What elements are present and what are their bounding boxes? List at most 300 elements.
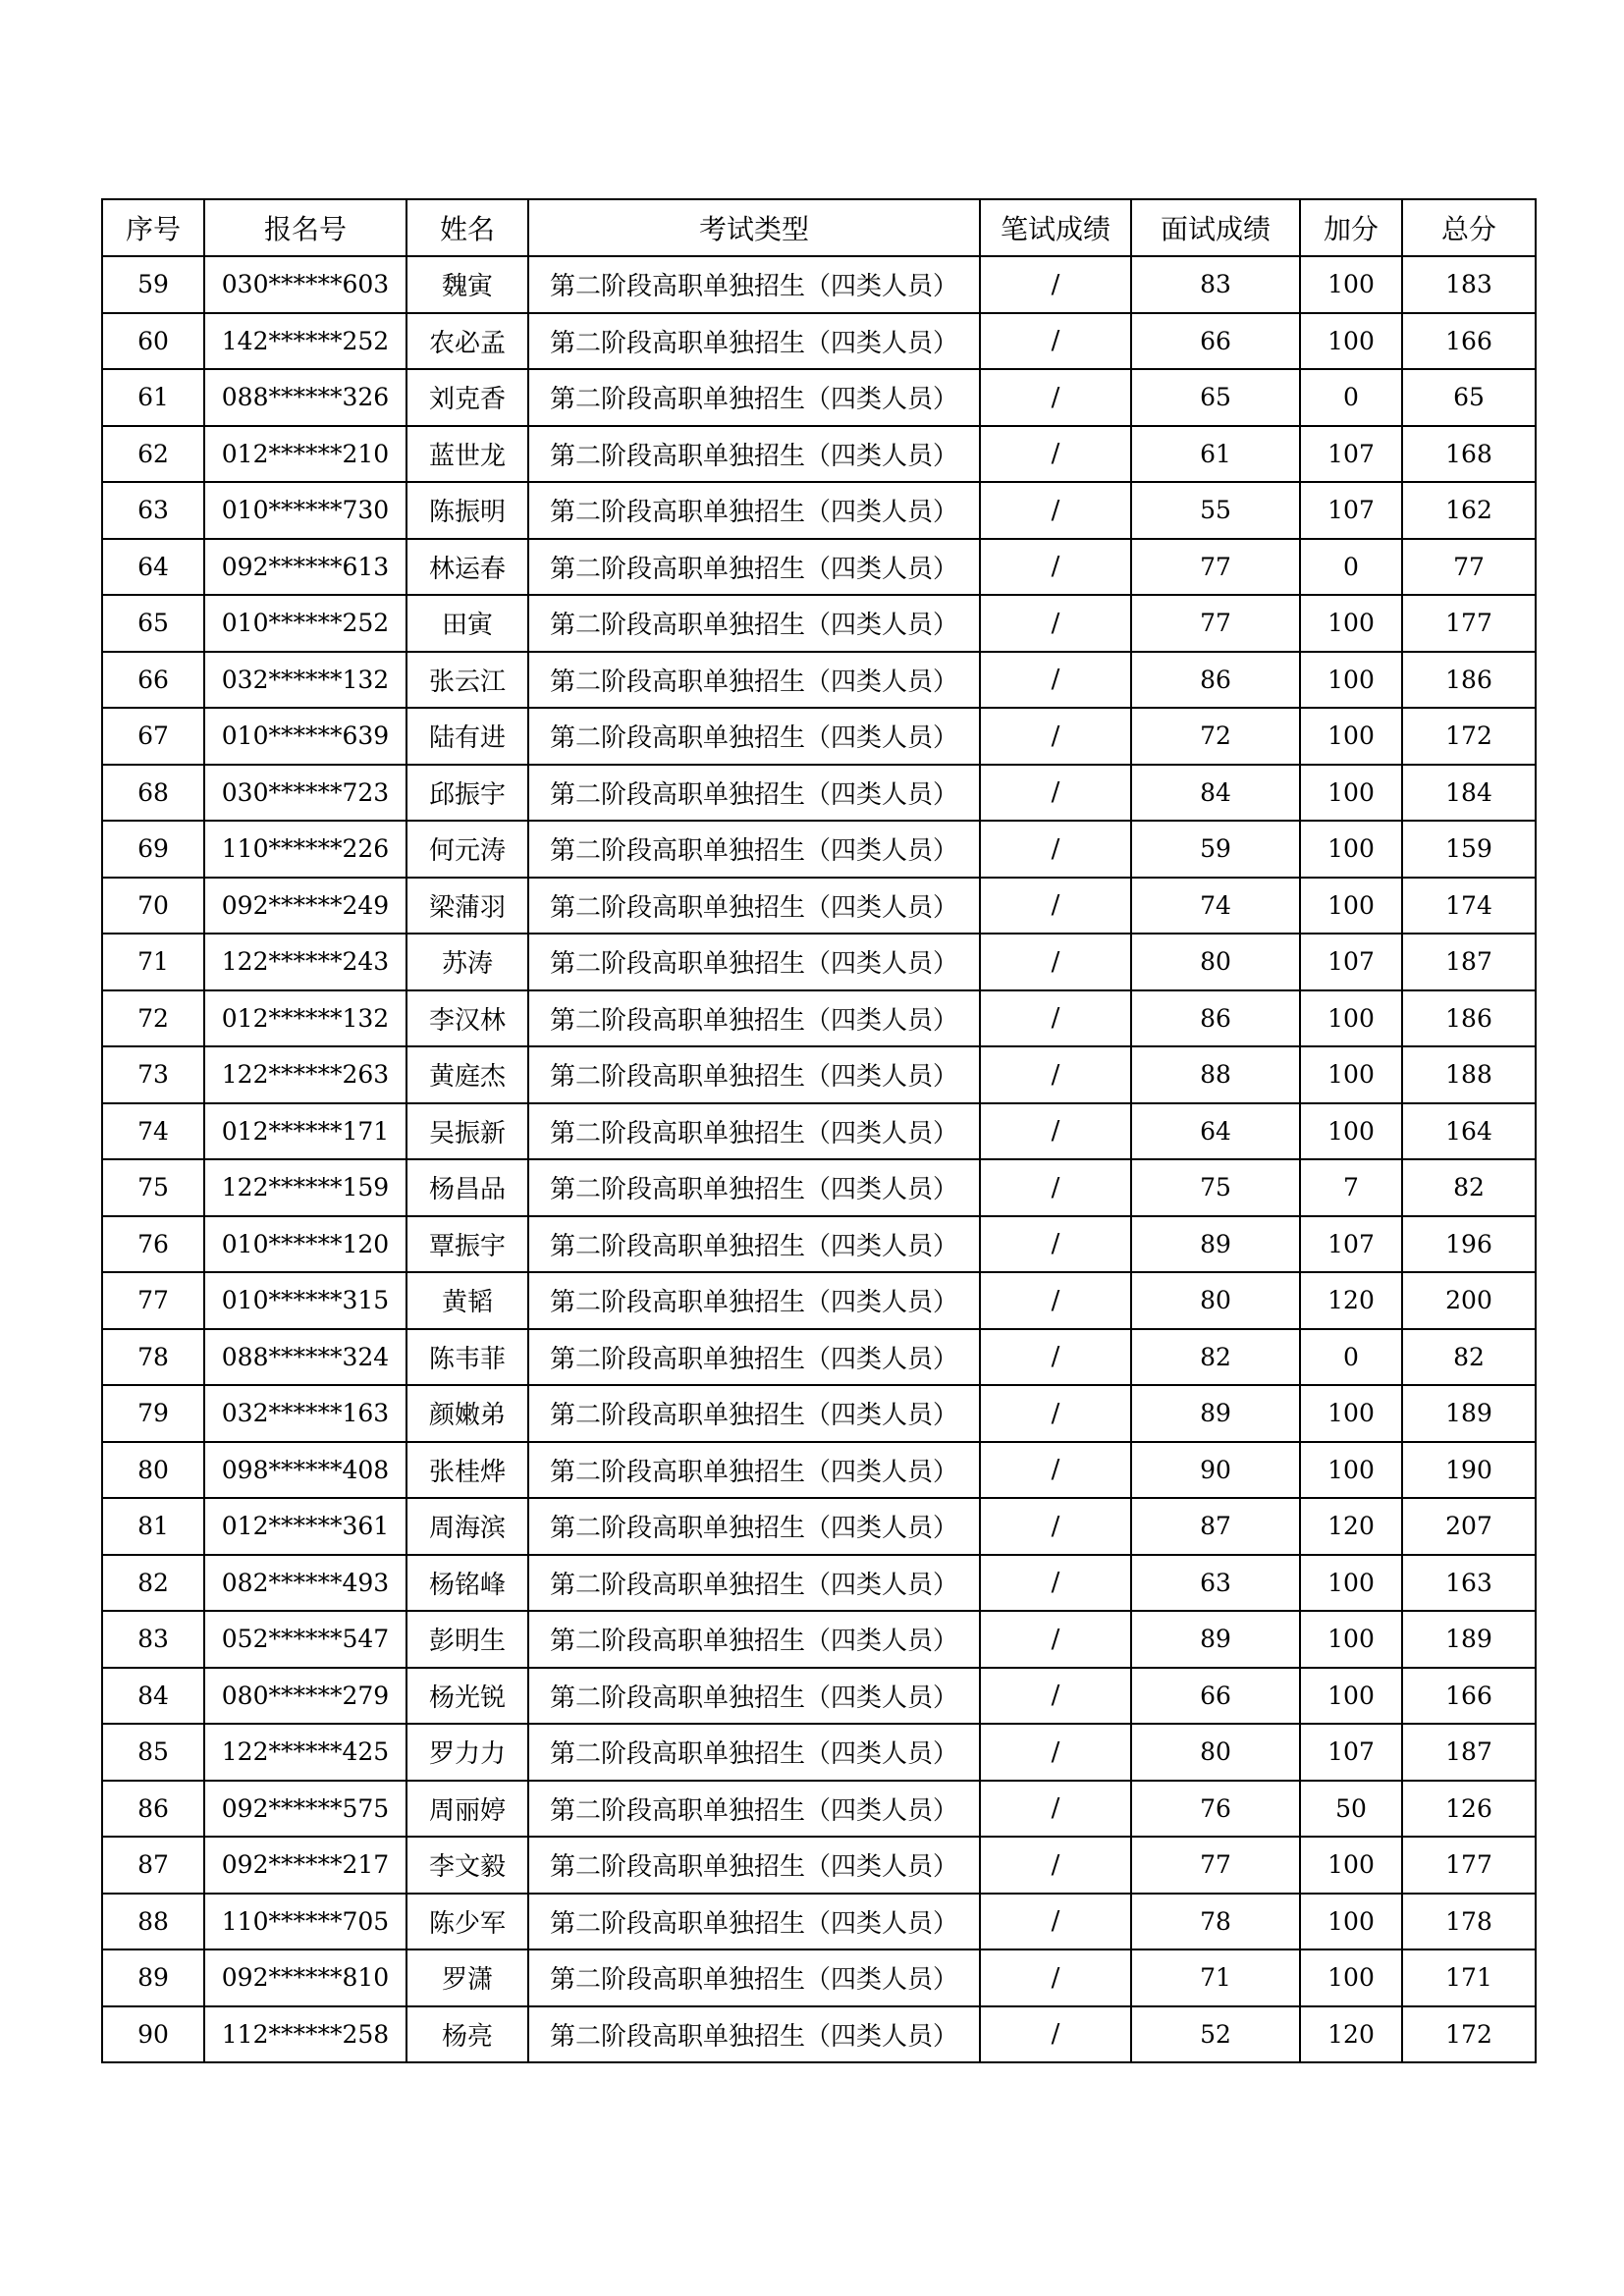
cell-interview-score: 89 xyxy=(1131,1611,1300,1668)
cell-total: 189 xyxy=(1402,1611,1536,1668)
cell-interview-score: 90 xyxy=(1131,1442,1300,1499)
cell-name: 蓝世龙 xyxy=(406,426,528,483)
cell-total: 166 xyxy=(1402,313,1536,370)
cell-bonus: 100 xyxy=(1300,1442,1402,1499)
cell-bonus: 107 xyxy=(1300,482,1402,539)
cell-reg-no: 012******210 xyxy=(204,426,406,483)
table-row xyxy=(102,1159,1536,1216)
cell-exam-type: 第二阶段高职单独招生（四类人员） xyxy=(528,256,980,313)
cell-written-score: / xyxy=(980,313,1131,370)
cell-exam-type: 第二阶段高职单独招生（四类人员） xyxy=(528,821,980,878)
cell-interview-score: 78 xyxy=(1131,1894,1300,1950)
cell-name: 苏涛 xyxy=(406,934,528,990)
table-row xyxy=(102,1949,1536,2006)
cell-name: 张云江 xyxy=(406,652,528,709)
cell-interview-score: 84 xyxy=(1131,765,1300,822)
cell-interview-score: 83 xyxy=(1131,256,1300,313)
cell-reg-no: 092******810 xyxy=(204,1949,406,2006)
cell-total: 177 xyxy=(1402,595,1536,652)
cell-index: 90 xyxy=(102,2006,204,2063)
cell-reg-no: 082******493 xyxy=(204,1555,406,1612)
cell-index: 87 xyxy=(102,1837,204,1894)
cell-reg-no: 010******639 xyxy=(204,708,406,765)
cell-reg-no: 012******361 xyxy=(204,1498,406,1555)
cell-bonus: 100 xyxy=(1300,990,1402,1047)
cell-bonus: 100 xyxy=(1300,765,1402,822)
cell-exam-type: 第二阶段高职单独招生（四类人员） xyxy=(528,990,980,1047)
cell-total: 65 xyxy=(1402,369,1536,426)
table-row xyxy=(102,1498,1536,1555)
cell-index: 73 xyxy=(102,1046,204,1103)
cell-bonus: 0 xyxy=(1300,539,1402,596)
cell-exam-type: 第二阶段高职单独招生（四类人员） xyxy=(528,1498,980,1555)
cell-total: 171 xyxy=(1402,1949,1536,2006)
cell-name: 杨亮 xyxy=(406,2006,528,2063)
cell-reg-no: 092******217 xyxy=(204,1837,406,1894)
cell-name: 杨铭峰 xyxy=(406,1555,528,1612)
cell-name: 李文毅 xyxy=(406,1837,528,1894)
cell-exam-type: 第二阶段高职单独招生（四类人员） xyxy=(528,1385,980,1442)
cell-bonus: 107 xyxy=(1300,1724,1402,1781)
cell-index: 85 xyxy=(102,1724,204,1781)
cell-exam-type: 第二阶段高职单独招生（四类人员） xyxy=(528,539,980,596)
table-row xyxy=(102,708,1536,765)
cell-interview-score: 80 xyxy=(1131,1272,1300,1329)
cell-written-score: / xyxy=(980,2006,1131,2063)
cell-name: 陆有进 xyxy=(406,708,528,765)
cell-name: 刘克香 xyxy=(406,369,528,426)
cell-interview-score: 74 xyxy=(1131,878,1300,934)
table-row xyxy=(102,539,1536,596)
cell-index: 83 xyxy=(102,1611,204,1668)
table-row xyxy=(102,1724,1536,1781)
cell-bonus: 100 xyxy=(1300,878,1402,934)
cell-reg-no: 032******132 xyxy=(204,652,406,709)
table-row xyxy=(102,1216,1536,1273)
cell-reg-no: 010******120 xyxy=(204,1216,406,1273)
cell-reg-no: 012******171 xyxy=(204,1103,406,1160)
cell-index: 64 xyxy=(102,539,204,596)
cell-index: 84 xyxy=(102,1668,204,1725)
cell-written-score: / xyxy=(980,1329,1131,1386)
cell-name: 周丽婷 xyxy=(406,1781,528,1838)
cell-bonus: 100 xyxy=(1300,1668,1402,1725)
cell-exam-type: 第二阶段高职单独招生（四类人员） xyxy=(528,708,980,765)
cell-total: 184 xyxy=(1402,765,1536,822)
cell-name: 罗潇 xyxy=(406,1949,528,2006)
cell-interview-score: 77 xyxy=(1131,539,1300,596)
table-row xyxy=(102,2006,1536,2063)
cell-exam-type: 第二阶段高职单独招生（四类人员） xyxy=(528,1216,980,1273)
cell-total: 162 xyxy=(1402,482,1536,539)
cell-name: 黄庭杰 xyxy=(406,1046,528,1103)
cell-reg-no: 032******163 xyxy=(204,1385,406,1442)
cell-written-score: / xyxy=(980,1555,1131,1612)
cell-reg-no: 110******705 xyxy=(204,1894,406,1950)
cell-bonus: 100 xyxy=(1300,256,1402,313)
cell-interview-score: 88 xyxy=(1131,1046,1300,1103)
table-row xyxy=(102,990,1536,1047)
cell-reg-no: 092******613 xyxy=(204,539,406,596)
cell-written-score: / xyxy=(980,1046,1131,1103)
cell-name: 黄韬 xyxy=(406,1272,528,1329)
cell-name: 邱振宇 xyxy=(406,765,528,822)
cell-exam-type: 第二阶段高职单独招生（四类人员） xyxy=(528,1894,980,1950)
cell-written-score: / xyxy=(980,1611,1131,1668)
table-row xyxy=(102,482,1536,539)
header-reg-no: 报名号 xyxy=(204,199,406,256)
cell-interview-score: 66 xyxy=(1131,1668,1300,1725)
cell-index: 88 xyxy=(102,1894,204,1950)
cell-interview-score: 64 xyxy=(1131,1103,1300,1160)
cell-interview-score: 80 xyxy=(1131,1724,1300,1781)
cell-interview-score: 80 xyxy=(1131,934,1300,990)
cell-name: 杨光锐 xyxy=(406,1668,528,1725)
cell-written-score: / xyxy=(980,934,1131,990)
cell-index: 71 xyxy=(102,934,204,990)
cell-exam-type: 第二阶段高职单独招生（四类人员） xyxy=(528,426,980,483)
cell-name: 周海滨 xyxy=(406,1498,528,1555)
cell-reg-no: 030******723 xyxy=(204,765,406,822)
cell-index: 74 xyxy=(102,1103,204,1160)
cell-total: 183 xyxy=(1402,256,1536,313)
table-row xyxy=(102,765,1536,822)
table-row xyxy=(102,1442,1536,1499)
cell-written-score: / xyxy=(980,1272,1131,1329)
cell-total: 159 xyxy=(1402,821,1536,878)
cell-reg-no: 122******159 xyxy=(204,1159,406,1216)
header-written-score: 笔试成绩 xyxy=(980,199,1131,256)
cell-index: 76 xyxy=(102,1216,204,1273)
cell-reg-no: 052******547 xyxy=(204,1611,406,1668)
header-exam-type: 考试类型 xyxy=(528,199,980,256)
cell-written-score: / xyxy=(980,1668,1131,1725)
cell-index: 70 xyxy=(102,878,204,934)
cell-written-score: / xyxy=(980,1837,1131,1894)
cell-bonus: 100 xyxy=(1300,1385,1402,1442)
cell-total: 174 xyxy=(1402,878,1536,934)
table-row xyxy=(102,1611,1536,1668)
cell-total: 172 xyxy=(1402,2006,1536,2063)
cell-name: 陈振明 xyxy=(406,482,528,539)
cell-exam-type: 第二阶段高职单独招生（四类人员） xyxy=(528,313,980,370)
table-row xyxy=(102,1668,1536,1725)
cell-bonus: 100 xyxy=(1300,1837,1402,1894)
cell-index: 61 xyxy=(102,369,204,426)
cell-written-score: / xyxy=(980,1949,1131,2006)
cell-total: 172 xyxy=(1402,708,1536,765)
cell-reg-no: 092******249 xyxy=(204,878,406,934)
cell-total: 196 xyxy=(1402,1216,1536,1273)
cell-bonus: 100 xyxy=(1300,652,1402,709)
table-row xyxy=(102,821,1536,878)
cell-index: 63 xyxy=(102,482,204,539)
cell-total: 178 xyxy=(1402,1894,1536,1950)
cell-total: 126 xyxy=(1402,1781,1536,1838)
cell-index: 62 xyxy=(102,426,204,483)
cell-written-score: / xyxy=(980,1724,1131,1781)
cell-index: 82 xyxy=(102,1555,204,1612)
cell-interview-score: 89 xyxy=(1131,1216,1300,1273)
cell-exam-type: 第二阶段高职单独招生（四类人员） xyxy=(528,1611,980,1668)
table-row xyxy=(102,1781,1536,1838)
table-body xyxy=(102,256,1536,2062)
cell-written-score: / xyxy=(980,1442,1131,1499)
cell-name: 田寅 xyxy=(406,595,528,652)
cell-exam-type: 第二阶段高职单独招生（四类人员） xyxy=(528,1837,980,1894)
cell-exam-type: 第二阶段高职单独招生（四类人员） xyxy=(528,1781,980,1838)
cell-written-score: / xyxy=(980,256,1131,313)
cell-reg-no: 010******252 xyxy=(204,595,406,652)
cell-bonus: 100 xyxy=(1300,1949,1402,2006)
cell-index: 59 xyxy=(102,256,204,313)
cell-written-score: / xyxy=(980,369,1131,426)
cell-interview-score: 65 xyxy=(1131,369,1300,426)
cell-name: 张桂烨 xyxy=(406,1442,528,1499)
cell-index: 89 xyxy=(102,1949,204,2006)
cell-written-score: / xyxy=(980,652,1131,709)
cell-exam-type: 第二阶段高职单独招生（四类人员） xyxy=(528,878,980,934)
cell-interview-score: 77 xyxy=(1131,595,1300,652)
cell-exam-type: 第二阶段高职单独招生（四类人员） xyxy=(528,1329,980,1386)
cell-reg-no: 010******315 xyxy=(204,1272,406,1329)
table-row xyxy=(102,934,1536,990)
cell-total: 187 xyxy=(1402,934,1536,990)
cell-total: 200 xyxy=(1402,1272,1536,1329)
cell-written-score: / xyxy=(980,990,1131,1047)
cell-exam-type: 第二阶段高职单独招生（四类人员） xyxy=(528,934,980,990)
cell-index: 67 xyxy=(102,708,204,765)
cell-total: 82 xyxy=(1402,1329,1536,1386)
cell-written-score: / xyxy=(980,595,1131,652)
cell-interview-score: 76 xyxy=(1131,1781,1300,1838)
cell-index: 79 xyxy=(102,1385,204,1442)
table-row xyxy=(102,652,1536,709)
header-interview-score: 面试成绩 xyxy=(1131,199,1300,256)
cell-name: 颜嫩弟 xyxy=(406,1385,528,1442)
cell-interview-score: 77 xyxy=(1131,1837,1300,1894)
cell-bonus: 0 xyxy=(1300,369,1402,426)
cell-interview-score: 89 xyxy=(1131,1385,1300,1442)
table-row xyxy=(102,878,1536,934)
cell-bonus: 107 xyxy=(1300,426,1402,483)
cell-reg-no: 112******258 xyxy=(204,2006,406,2063)
cell-bonus: 7 xyxy=(1300,1159,1402,1216)
cell-total: 189 xyxy=(1402,1385,1536,1442)
cell-reg-no: 030******603 xyxy=(204,256,406,313)
cell-written-score: / xyxy=(980,1781,1131,1838)
cell-exam-type: 第二阶段高职单独招生（四类人员） xyxy=(528,1046,980,1103)
cell-interview-score: 66 xyxy=(1131,313,1300,370)
cell-bonus: 0 xyxy=(1300,1329,1402,1386)
cell-written-score: / xyxy=(980,708,1131,765)
cell-exam-type: 第二阶段高职单独招生（四类人员） xyxy=(528,1272,980,1329)
cell-index: 77 xyxy=(102,1272,204,1329)
cell-index: 66 xyxy=(102,652,204,709)
cell-bonus: 100 xyxy=(1300,1046,1402,1103)
table-row xyxy=(102,1103,1536,1160)
cell-name: 陈韦菲 xyxy=(406,1329,528,1386)
cell-total: 187 xyxy=(1402,1724,1536,1781)
cell-written-score: / xyxy=(980,1498,1131,1555)
table-row xyxy=(102,1272,1536,1329)
cell-bonus: 120 xyxy=(1300,1272,1402,1329)
cell-total: 77 xyxy=(1402,539,1536,596)
cell-total: 177 xyxy=(1402,1837,1536,1894)
cell-written-score: / xyxy=(980,878,1131,934)
cell-bonus: 107 xyxy=(1300,1216,1402,1273)
cell-interview-score: 87 xyxy=(1131,1498,1300,1555)
cell-name: 何元涛 xyxy=(406,821,528,878)
cell-interview-score: 86 xyxy=(1131,990,1300,1047)
cell-bonus: 100 xyxy=(1300,1611,1402,1668)
cell-name: 彭明生 xyxy=(406,1611,528,1668)
cell-reg-no: 088******324 xyxy=(204,1329,406,1386)
cell-bonus: 100 xyxy=(1300,821,1402,878)
cell-index: 78 xyxy=(102,1329,204,1386)
cell-total: 186 xyxy=(1402,990,1536,1047)
score-table xyxy=(101,198,1537,2063)
cell-interview-score: 52 xyxy=(1131,2006,1300,2063)
cell-exam-type: 第二阶段高职单独招生（四类人员） xyxy=(528,482,980,539)
cell-total: 163 xyxy=(1402,1555,1536,1612)
cell-name: 陈少军 xyxy=(406,1894,528,1950)
cell-bonus: 100 xyxy=(1300,1103,1402,1160)
cell-total: 207 xyxy=(1402,1498,1536,1555)
cell-exam-type: 第二阶段高职单独招生（四类人员） xyxy=(528,765,980,822)
cell-name: 梁蒲羽 xyxy=(406,878,528,934)
cell-written-score: / xyxy=(980,1103,1131,1160)
cell-total: 164 xyxy=(1402,1103,1536,1160)
cell-index: 60 xyxy=(102,313,204,370)
cell-interview-score: 86 xyxy=(1131,652,1300,709)
cell-written-score: / xyxy=(980,1385,1131,1442)
table-row xyxy=(102,1329,1536,1386)
cell-exam-type: 第二阶段高职单独招生（四类人员） xyxy=(528,1668,980,1725)
cell-reg-no: 122******425 xyxy=(204,1724,406,1781)
cell-bonus: 100 xyxy=(1300,1894,1402,1950)
cell-index: 86 xyxy=(102,1781,204,1838)
cell-written-score: / xyxy=(980,821,1131,878)
cell-reg-no: 012******132 xyxy=(204,990,406,1047)
cell-bonus: 50 xyxy=(1300,1781,1402,1838)
cell-reg-no: 080******279 xyxy=(204,1668,406,1725)
cell-interview-score: 72 xyxy=(1131,708,1300,765)
cell-interview-score: 61 xyxy=(1131,426,1300,483)
cell-name: 覃振宇 xyxy=(406,1216,528,1273)
cell-exam-type: 第二阶段高职单独招生（四类人员） xyxy=(528,1103,980,1160)
header-name: 姓名 xyxy=(406,199,528,256)
cell-exam-type: 第二阶段高职单独招生（四类人员） xyxy=(528,2006,980,2063)
cell-name: 吴振新 xyxy=(406,1103,528,1160)
table-row xyxy=(102,595,1536,652)
cell-total: 166 xyxy=(1402,1668,1536,1725)
table-row xyxy=(102,426,1536,483)
cell-bonus: 100 xyxy=(1300,708,1402,765)
table-row xyxy=(102,1555,1536,1612)
table-header xyxy=(102,199,1536,256)
cell-name: 农必孟 xyxy=(406,313,528,370)
cell-interview-score: 71 xyxy=(1131,1949,1300,2006)
cell-bonus: 120 xyxy=(1300,1498,1402,1555)
cell-reg-no: 088******326 xyxy=(204,369,406,426)
cell-written-score: / xyxy=(980,426,1131,483)
cell-name: 罗力力 xyxy=(406,1724,528,1781)
cell-total: 190 xyxy=(1402,1442,1536,1499)
cell-written-score: / xyxy=(980,539,1131,596)
cell-interview-score: 55 xyxy=(1131,482,1300,539)
cell-total: 82 xyxy=(1402,1159,1536,1216)
cell-exam-type: 第二阶段高职单独招生（四类人员） xyxy=(528,1724,980,1781)
cell-index: 80 xyxy=(102,1442,204,1499)
cell-bonus: 100 xyxy=(1300,1555,1402,1612)
cell-reg-no: 098******408 xyxy=(204,1442,406,1499)
table-row xyxy=(102,313,1536,370)
cell-written-score: / xyxy=(980,1159,1131,1216)
cell-written-score: / xyxy=(980,1216,1131,1273)
cell-index: 68 xyxy=(102,765,204,822)
cell-written-score: / xyxy=(980,482,1131,539)
cell-reg-no: 122******263 xyxy=(204,1046,406,1103)
cell-written-score: / xyxy=(980,1894,1131,1950)
cell-bonus: 107 xyxy=(1300,934,1402,990)
cell-reg-no: 092******575 xyxy=(204,1781,406,1838)
cell-name: 魏寅 xyxy=(406,256,528,313)
cell-exam-type: 第二阶段高职单独招生（四类人员） xyxy=(528,1949,980,2006)
cell-total: 186 xyxy=(1402,652,1536,709)
cell-exam-type: 第二阶段高职单独招生（四类人员） xyxy=(528,652,980,709)
cell-bonus: 100 xyxy=(1300,595,1402,652)
cell-bonus: 120 xyxy=(1300,2006,1402,2063)
cell-reg-no: 010******730 xyxy=(204,482,406,539)
cell-exam-type: 第二阶段高职单独招生（四类人员） xyxy=(528,1555,980,1612)
table-row xyxy=(102,256,1536,313)
cell-index: 75 xyxy=(102,1159,204,1216)
cell-exam-type: 第二阶段高职单独招生（四类人员） xyxy=(528,369,980,426)
cell-exam-type: 第二阶段高职单独招生（四类人员） xyxy=(528,1442,980,1499)
cell-reg-no: 142******252 xyxy=(204,313,406,370)
cell-name: 杨昌品 xyxy=(406,1159,528,1216)
cell-total: 168 xyxy=(1402,426,1536,483)
table-row xyxy=(102,1837,1536,1894)
table-row xyxy=(102,369,1536,426)
cell-interview-score: 75 xyxy=(1131,1159,1300,1216)
cell-interview-score: 63 xyxy=(1131,1555,1300,1612)
header-index: 序号 xyxy=(102,199,204,256)
cell-interview-score: 59 xyxy=(1131,821,1300,878)
cell-index: 81 xyxy=(102,1498,204,1555)
cell-index: 69 xyxy=(102,821,204,878)
cell-written-score: / xyxy=(980,765,1131,822)
cell-reg-no: 110******226 xyxy=(204,821,406,878)
cell-name: 李汉林 xyxy=(406,990,528,1047)
cell-bonus: 100 xyxy=(1300,313,1402,370)
table-row xyxy=(102,1894,1536,1950)
header-row xyxy=(102,199,1536,256)
table-row xyxy=(102,1046,1536,1103)
cell-exam-type: 第二阶段高职单独招生（四类人员） xyxy=(528,595,980,652)
cell-index: 65 xyxy=(102,595,204,652)
header-total: 总分 xyxy=(1402,199,1536,256)
header-bonus: 加分 xyxy=(1300,199,1402,256)
cell-reg-no: 122******243 xyxy=(204,934,406,990)
cell-total: 188 xyxy=(1402,1046,1536,1103)
table-row xyxy=(102,1385,1536,1442)
cell-interview-score: 82 xyxy=(1131,1329,1300,1386)
cell-index: 72 xyxy=(102,990,204,1047)
cell-exam-type: 第二阶段高职单独招生（四类人员） xyxy=(528,1159,980,1216)
cell-name: 林运春 xyxy=(406,539,528,596)
